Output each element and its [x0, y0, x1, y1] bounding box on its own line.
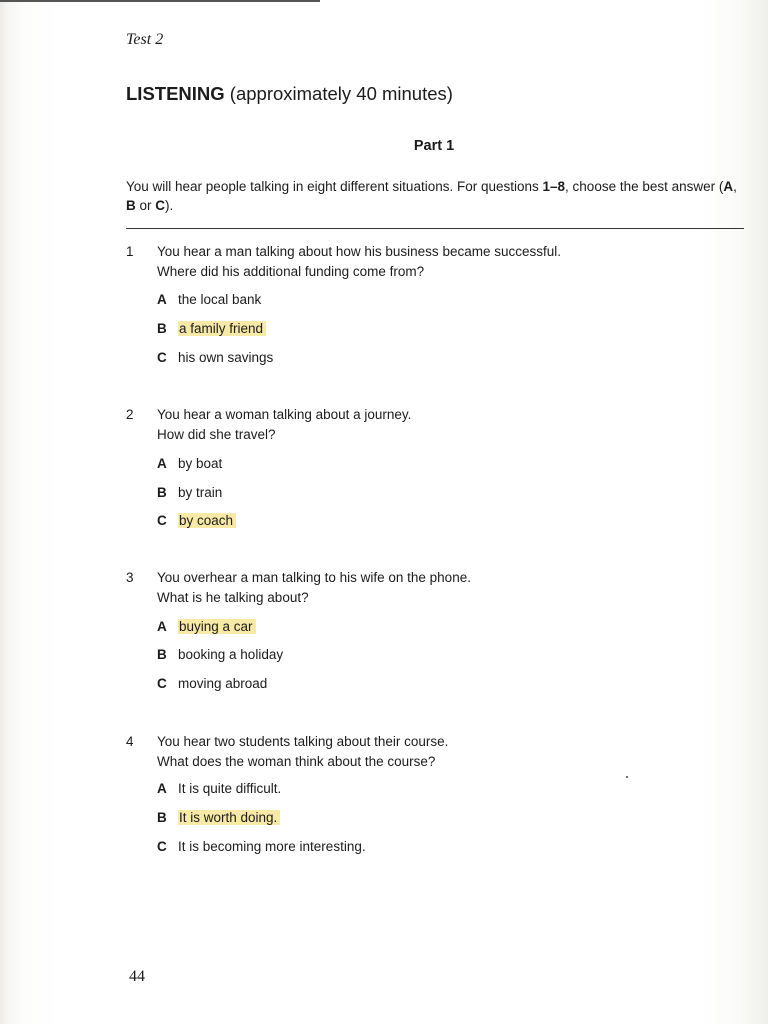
option-letter: B — [157, 810, 167, 825]
instructions-letter-b: B — [126, 198, 136, 213]
option-text: his own savings — [178, 350, 274, 365]
page-number: 44 — [129, 968, 145, 985]
option-text: It is quite difficult. — [178, 781, 282, 796]
option-letter: C — [157, 513, 167, 528]
question-number: 4 — [126, 734, 134, 749]
instructions-text-2: , choose the best answer ( — [565, 179, 724, 194]
scan-speck — [626, 776, 628, 778]
option-text-highlighted: a family friend — [178, 321, 266, 336]
option-1c[interactable] — [157, 348, 273, 368]
option-1b[interactable] — [157, 319, 266, 339]
option-letter: A — [157, 456, 167, 471]
question-prompt — [157, 405, 411, 445]
question-prompt-line-1: You hear a woman talking about a journey. — [157, 407, 412, 422]
option-3a[interactable] — [157, 617, 256, 637]
option-2b[interactable] — [157, 483, 222, 503]
option-text-highlighted: by coach — [178, 513, 236, 528]
option-1a[interactable] — [157, 290, 261, 310]
question-prompt-line-2: What is he talking about? — [157, 590, 309, 605]
instructions-text-1: You will hear people talking in eight different situations. For questions — [126, 179, 543, 194]
instructions-letter-a: A — [723, 179, 734, 194]
instructions-text-3: , — [733, 179, 737, 194]
section-heading-duration: (approximately 40 minutes) — [224, 83, 453, 104]
question-prompt-line-1: You hear a man talking about how his business became successful. — [157, 244, 561, 259]
option-2a[interactable] — [157, 454, 222, 474]
instructions-text-5: ). — [165, 198, 174, 213]
option-letter: B — [157, 321, 167, 336]
option-3b[interactable] — [157, 645, 283, 665]
option-text: the local bank — [178, 292, 262, 307]
question-prompt — [157, 732, 448, 772]
question-number: 1 — [126, 244, 134, 259]
option-letter: A — [157, 619, 167, 634]
section-heading — [126, 83, 453, 105]
option-3c[interactable] — [157, 674, 267, 694]
section-heading-strong: LISTENING — [126, 83, 225, 104]
question-prompt-line-2: How did she travel? — [157, 427, 276, 442]
option-text: booking a holiday — [178, 647, 284, 662]
question-prompt-line-2: What does the woman think about the course? — [157, 754, 436, 769]
option-letter: A — [157, 292, 167, 307]
option-text: by train — [178, 485, 223, 500]
option-letter: C — [157, 350, 167, 365]
option-letter: A — [157, 781, 167, 796]
option-2c[interactable] — [157, 511, 236, 531]
test-label: Test 2 — [126, 31, 164, 48]
option-text-highlighted: buying a car — [178, 619, 256, 634]
question-prompt — [157, 242, 561, 282]
option-letter: B — [157, 485, 167, 500]
option-letter: C — [157, 839, 167, 854]
instructions-range: 1–8 — [542, 179, 566, 194]
question-number: 2 — [126, 407, 134, 422]
option-4c[interactable] — [157, 837, 366, 857]
instructions-letter-c: C — [155, 198, 166, 213]
top-edge-rule — [0, 0, 320, 2]
option-4a[interactable] — [157, 779, 281, 799]
question-prompt-line-1: You overhear a man talking to his wife on the phone. — [157, 570, 471, 585]
option-text: It is becoming more interesting. — [178, 839, 366, 854]
option-text-highlighted: It is worth doing. — [178, 810, 280, 825]
option-letter: C — [157, 676, 167, 691]
option-letter: B — [157, 647, 167, 662]
option-4b[interactable] — [157, 808, 280, 828]
instructions-text-4: or — [135, 198, 156, 213]
divider-rule — [126, 228, 744, 229]
question-number: 3 — [126, 570, 134, 585]
instructions — [126, 177, 748, 215]
part-title: Part 1 — [413, 138, 455, 154]
option-text: by boat — [178, 456, 223, 471]
question-prompt — [157, 568, 471, 608]
question-prompt-line-1: You hear two students talking about their course. — [157, 734, 449, 749]
question-prompt-line-2: Where did his additional funding come from? — [157, 264, 425, 279]
option-text: moving abroad — [178, 676, 268, 691]
